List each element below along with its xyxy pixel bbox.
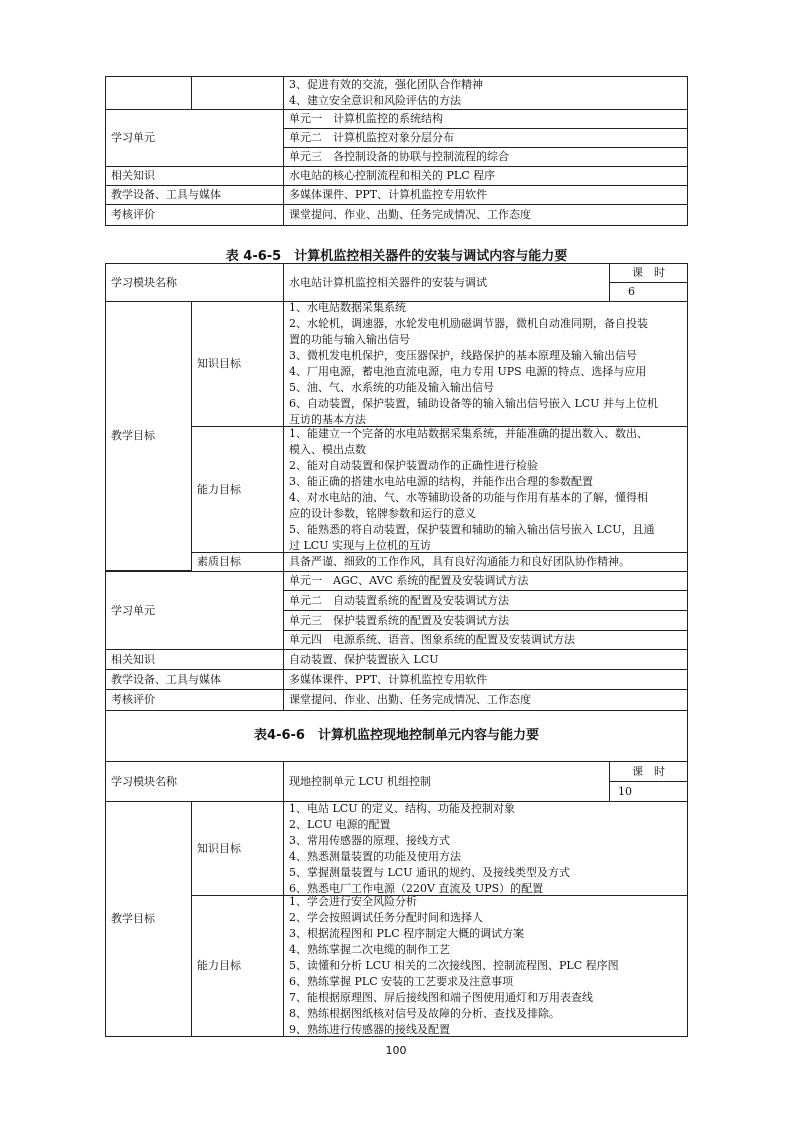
list-item: 4、建立安全意识和风险评估的方法: [289, 94, 461, 107]
list-item: 9、熟练进行传感器的接线及配置: [289, 1023, 450, 1036]
t466-hours-value: 10: [609, 781, 688, 802]
top-continued-goals: [283, 76, 688, 110]
t465-knowledge-goals: [283, 301, 688, 427]
page-number: 100: [385, 1044, 407, 1057]
top-unit-1: 单元一 计算机监控的系统结构: [283, 109, 688, 129]
t465-unit-label: 学习单元: [105, 571, 284, 650]
list-item: 1、电站 LCU 的定义、结构、功能及控制对象: [289, 801, 515, 815]
list-item: 2、学会按照调试任务分配时间和选择人: [289, 911, 483, 924]
list-item: 5、油、气、水系统的功能及输入输出信号: [289, 381, 494, 394]
list-item: 2、能对自动装置和保护装置动作的正确性进行检验: [289, 458, 538, 472]
list-item: 置的功能与输入输出信号: [289, 333, 410, 346]
t465-equipment-value: 多媒体课件、PPT、计算机监控专用软件: [283, 669, 688, 690]
t465-knowledge-value: 自动装置、保护装置嵌入 LCU: [283, 649, 688, 670]
list-item: 1、能建立一个完备的水电站数据采集系统，并能准确的提出数入、数出、: [289, 426, 648, 440]
list-item: 5、读懂和分析 LCU 相关的二次接线图、控制流程图、PLC 程序图: [289, 959, 619, 972]
top-equipment-label: 教学设备、工具与媒体: [105, 185, 284, 205]
top-row1-label: [105, 76, 192, 110]
t465-hours-label: 课 时: [609, 263, 688, 283]
t465-equipment-label: 教学设备、工具与媒体: [105, 669, 284, 690]
top-equipment-value: 多媒体课件、PPT、计算机监控专用软件: [283, 185, 688, 205]
t465-unit-2: 单元二 自动装置系统的配置及安装调试方法: [283, 590, 688, 611]
top-knowledge-value: 水电站的核心控制流程和相关的 PLC 程序: [283, 166, 688, 186]
list-item: 7、能根据原理图、屏后接线图和端子图使用通灯和万用表查线: [289, 991, 593, 1004]
table-466-caption: 表4-6-6 计算机监控现地控制单元内容与能力要: [254, 728, 539, 743]
top-knowledge-label: 相关知识: [105, 166, 284, 186]
t466-hours-label: 课 时: [609, 761, 688, 782]
t466-ability-goal-label: 能力目标: [191, 895, 284, 1037]
t465-module-label: 学习模块名称: [105, 263, 284, 302]
table-466-caption-box: [105, 710, 688, 762]
t466-module-label: 学习模块名称: [105, 761, 284, 802]
top-eval-value: 课堂提问、作业、出勤、任务完成情况、工作态度: [283, 204, 688, 226]
t466-ability-goals: [283, 895, 688, 1037]
top-row1-sublabel: [191, 76, 284, 110]
t465-knowledge-goal-label: 知识目标: [191, 301, 284, 427]
list-item: 过 LCU 实现与上位机的互访: [289, 538, 431, 552]
list-item: 1、学会进行安全风险分析: [289, 895, 417, 908]
top-eval-label: 考核评价: [105, 204, 284, 226]
t466-module-name: 现地控制单元 LCU 机组控制: [283, 761, 610, 802]
t465-knowledge-label: 相关知识: [105, 649, 284, 670]
list-item: 6、熟练掌握 PLC 安装的工艺要求及注意事项: [289, 975, 514, 988]
top-unit-label: 学习单元: [105, 109, 284, 167]
t465-eval-label: 考核评价: [105, 689, 284, 711]
list-item: 3、促进有效的交流，强化团队合作精神: [289, 78, 483, 91]
t466-knowledge-goals: [283, 801, 688, 896]
t465-eval-value: 课堂提问、作业、出勤、任务完成情况、工作态度: [283, 689, 688, 711]
t465-unit-4: 单元四 电源系统、语音、图象系统的配置及安装调试方法: [283, 630, 688, 650]
list-item: 3、能正确的搭建水电站电源的结构，并能作出合理的参数配置: [289, 474, 593, 488]
t465-ability-goal-label: 能力目标: [191, 426, 284, 553]
list-item: 互访的基本方法: [289, 413, 366, 426]
t466-goal-label: 教学目标: [105, 801, 192, 1037]
list-item: 1、水电站数据采集系统: [289, 301, 406, 314]
t465-ability-goals: [283, 426, 688, 553]
top-unit-2: 单元二 计算机监控对象分层分布: [283, 128, 688, 148]
list-item: 6、自动装置，保护装置，辅助设备等的输入输出信号嵌入 LCU 并与上位机: [289, 397, 658, 410]
list-item: 2、LCU 电源的配置: [289, 817, 391, 831]
t465-hours-value: 6: [609, 282, 688, 302]
top-unit-3: 单元三 各控制设备的协联与控制流程的综合: [283, 147, 688, 167]
list-item: 4、对水电站的油、气、水等辅助设备的功能与作用有基本的了解，懂得相: [289, 490, 648, 504]
list-item: 模入、模出点数: [289, 442, 366, 456]
list-item: 5、能熟悉的将自动装置，保护装置和辅助的输入输出信号嵌入 LCU，且通: [289, 522, 655, 536]
list-item: 3、常用传感器的原理、接线方式: [289, 833, 450, 847]
table-465-caption: 表 4-6-5 计算机监控相关器件的安装与调试内容与能力要: [225, 249, 568, 264]
t465-unit-1: 单元一 AGC、AVC 系统的配置及安装调试方法: [283, 571, 688, 591]
t466-knowledge-goal-label: 知识目标: [191, 801, 284, 896]
list-item: 4、熟练掌握二次电缆的制作工艺: [289, 943, 450, 956]
list-item: 3、微机发电机保护，变压器保护，线路保护的基本原理及输入输出信号: [289, 349, 637, 362]
list-item: 3、根据流程图和 PLC 程序制定大概的调试方案: [289, 927, 525, 940]
t465-goal-label: 教学目标: [105, 301, 192, 571]
list-item: 4、熟悉测量装置的功能及使用方法: [289, 849, 461, 863]
t465-unit-3: 单元三 保护装置系统的配置及安装调试方法: [283, 610, 688, 631]
t465-quality-goal: 具备严谨、细致的工作作风，具有良好沟通能力和良好团队协作精神。: [283, 552, 688, 572]
list-item: 4、厂用电源，蓄电池直流电源，电力专用 UPS 电源的特点、选择与应用: [289, 365, 647, 378]
list-item: 2、水轮机，调速器，水轮发电机励磁调节器，微机自动准同期，备自投装: [289, 317, 648, 330]
list-item: 5、掌握测量装置与 LCU 通讯的规约、及接线类型及方式: [289, 865, 570, 879]
list-item: 应的设计参数，铭牌参数和运行的意义: [289, 506, 476, 520]
list-item: 8、熟练根据图纸核对信号及故障的分析、查找及排除。: [289, 1007, 560, 1020]
t465-quality-goal-label: 素质目标: [191, 552, 284, 572]
t465-module-name: 水电站计算机监控相关器件的安装与调试: [283, 263, 610, 302]
list-item: 6、熟悉电厂工作电源（220V 直流及 UPS）的配置: [289, 881, 544, 895]
